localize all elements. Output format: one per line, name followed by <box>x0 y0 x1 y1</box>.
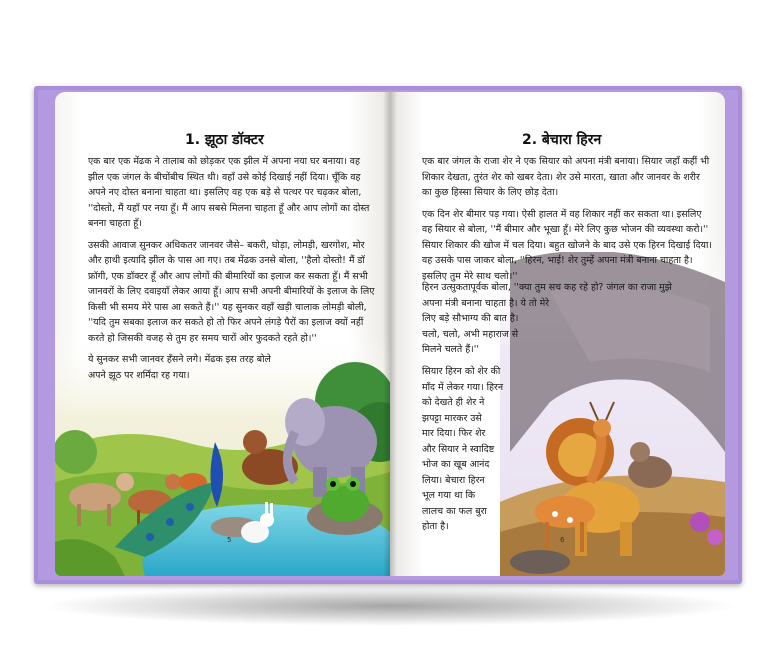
right-paragraph-2: एक दिन शेर बीमार पड़ गया। ऐसी हालत में वह शिकार नहीं कर सकता था। इसलिए वह सियार से बोला, ''मैं बीमार और भूखा हूँ। मेरे लिए कुछ भोजन की व्यवस्था करो।'' सियार शिकार की खोज में चल दिया। बहुत खोजने के बाद उसे एक हिरन दिखाई दिया। वह उसके पास जाकर बोला, ''हिरन, भाई! शेर तुम्हें अपना मंत्री बनाना चाहता है। इसलिए तुम मेरे साथ चलो।'' <box>422 208 712 282</box>
right-line: माँद में लेकर गया। हिरन <box>422 381 504 393</box>
right-line: और सियार ने स्वादिष्ट <box>422 443 495 455</box>
left-paragraph-3: ये सुनकर सभी जानवर हँसने लगे। मेंढक इस तरह बोले अपने झूठ पर शर्मिंदा रह गया। <box>88 354 271 381</box>
right-line: चलो, चलो, अभी महाराज से <box>422 328 519 340</box>
right-line: लिया। बेचारा हिरन <box>422 474 485 486</box>
left-page-title: 1. झूठा डॉक्टर <box>185 132 264 148</box>
right-line: हिरन उत्सुकतापूर्वक बोला, ''क्या तुम सच कह रहे हो? जंगल का राजा मुझे <box>422 282 672 293</box>
right-page-narrow-text-1 <box>422 280 722 358</box>
right-page-body <box>422 154 712 290</box>
right-line: झपट्टा मारकर उसे <box>422 412 482 424</box>
left-page-number: 5 <box>227 536 232 544</box>
left-page-body <box>88 154 378 389</box>
right-page-title: 2. बेचारा हिरन <box>522 132 602 148</box>
right-line: को देखते ही शेर ने <box>422 397 485 408</box>
right-line: अपना मंत्री बनाना चाहता है। ये तो मेरे <box>422 297 550 309</box>
left-paragraph-1: एक बार एक मेंढक ने तालाब को छोड़कर एक झील में अपना नया घर बनाया। वह झील एक जंगल के बीचोंबीच स्थित थी। वहाँ उसे कोई दिखाई नहीं दिया। चूँकि वह अपने नए दोस्त बनाना चाहता था। इसलिए वह एक बड़े से पत्थर पर चढ़कर बोला, ''दोस्तो, मैं यहाँ पर नया हूँ। मैं आप सबसे मिलना चाहता हूँ और आप लोगों का दोस्त बनना चाहता हूँ। <box>88 156 370 229</box>
left-page <box>55 92 390 576</box>
book-shadow <box>40 586 740 626</box>
right-line: मार दिया। फिर शेर <box>422 428 486 439</box>
left-paragraph-2: उसकी आवाज सुनकर अधिकतर जानवर जैसे– बकरी, घोड़ा, लोमड़ी, खरगोश, मोर और हाथी इत्यादि झील के पास आ गए। तब मेंढक उनसे बोला, ''हैलो दोस्तो! मैं डॉ फ्रॉगी, एक डॉक्टर हूँ और आप लोगों की बीमारियों का इलाज कर सकता हूँ। मैं सभी जानवरों के लिए दवाइयाँ लेकर आया हूँ। आप सभी अपनी बीमारियों के इलाज के लिए किसी भी समय मेरे पास आ सकते हैं।'' यह सुनकर वहाँ खड़ी चालाक लोमड़ी बोली, ''यदि तुम सबका इलाज कर सकते हो तो फिर अपने लंगड़े पैरों का इलाज क्यों नहीं करते हो जिसकी वजह से तुम हर समय चारों ओर फुदकते रहते हो।'' <box>88 239 375 344</box>
right-page-number: 6 <box>560 536 565 544</box>
right-line: होता है। <box>422 521 449 532</box>
book-spine <box>383 92 397 576</box>
right-page-narrow-text-2 <box>422 364 542 535</box>
right-page <box>390 92 725 576</box>
right-line: सियार हिरन को शेर की <box>422 366 501 377</box>
right-line: लालच का फल बुरा <box>422 505 487 517</box>
right-line: लिए बड़े सौभाग्य की बात है। <box>422 313 519 324</box>
right-line: भोज का खूब आनंद <box>422 459 490 470</box>
right-line: मिलने चलते हैं।'' <box>422 344 479 355</box>
right-paragraph-1: एक बार जंगल के राजा शेर ने एक सियार को अपना मंत्री बनाया। सियार जहाँ कहीं भी शिकार देखता, तुरंत शेर को खबर देता। शेर उसे मारता, खाता और जानवर के शरीर का कुछ हिस्सा सियार के लिए छोड़ देता। <box>422 156 710 198</box>
right-line: भूल गया था कि <box>422 490 476 501</box>
